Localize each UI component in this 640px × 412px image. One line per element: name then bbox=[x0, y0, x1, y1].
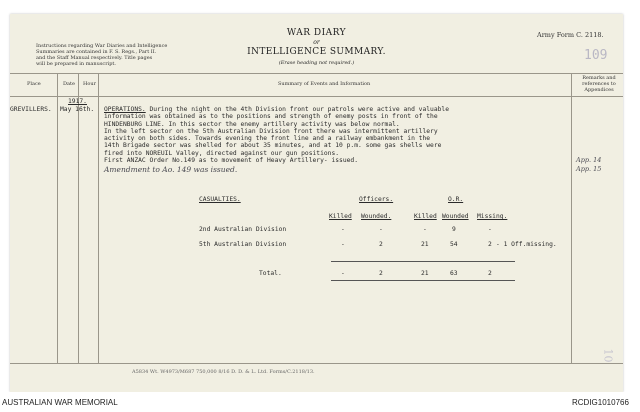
diary-title: WAR DIARY bbox=[286, 28, 347, 38]
entry-date: May 16th. bbox=[60, 106, 95, 113]
casualty-value: 21 bbox=[421, 241, 429, 248]
casualty-value: - bbox=[341, 241, 345, 248]
place-column-rule bbox=[57, 73, 58, 363]
col-header-place: Place bbox=[27, 81, 41, 87]
caption-bar bbox=[0, 392, 640, 412]
casualty-unit: 2nd Australian Division bbox=[199, 226, 287, 233]
col-killed-or: Killed bbox=[414, 213, 437, 220]
col-missing-or: Missing. bbox=[477, 213, 508, 220]
total-top-rule bbox=[331, 261, 515, 262]
officers-group-header: Officers. bbox=[359, 196, 394, 203]
casualty-value: 9 bbox=[452, 226, 456, 233]
page-number-stamp: 109 bbox=[584, 48, 608, 63]
date-column-rule bbox=[78, 73, 79, 363]
printer-imprint: A5834 Wt. W4973/M687 750,000 8/16 D. D. & L. Ltd. Forms/C.2118/13. bbox=[132, 369, 315, 375]
column-header-rule bbox=[10, 96, 623, 97]
col-header-date: Date bbox=[63, 81, 75, 87]
entry-line: information was obtained as to the positions and strength of enemy posts in front of the bbox=[104, 113, 438, 121]
total-bottom-rule bbox=[331, 280, 515, 281]
casualty-value: 2 bbox=[379, 241, 383, 248]
casualties-title: CASUALTIES. bbox=[199, 196, 241, 203]
operations-heading: OPERATIONS. bbox=[104, 106, 146, 113]
casualty-value: 54 bbox=[450, 241, 458, 248]
caption-left: AUSTRALIAN WAR MEMORIAL bbox=[2, 398, 118, 407]
instructions-line: will be prepared in manuscript. bbox=[36, 61, 117, 67]
casualty-value: - bbox=[379, 226, 383, 233]
form-number: Army Form C. 2118. bbox=[537, 31, 604, 39]
col-killed-officers: Killed bbox=[329, 213, 352, 220]
table-bottom-rule bbox=[10, 363, 623, 364]
appendix-ref-2: App. 15 bbox=[576, 165, 602, 173]
total-value: 63 bbox=[450, 270, 458, 277]
entry-place: GREVILLERS. bbox=[10, 106, 52, 113]
table-top-rule bbox=[10, 73, 623, 74]
remarks-column-rule bbox=[571, 73, 572, 363]
total-value: 2 bbox=[379, 270, 383, 277]
remarks-header-line: Remarks and bbox=[582, 75, 616, 81]
instructions-line: Summaries are contained in F. S. Regs., Part II. bbox=[36, 49, 157, 55]
total-label: Total. bbox=[259, 270, 282, 277]
casualty-value: - bbox=[341, 226, 345, 233]
handwritten-amendment: Amendment to Ao. 149 was issued. bbox=[104, 165, 238, 174]
casualty-value: - bbox=[423, 226, 427, 233]
total-value: 2 bbox=[488, 270, 492, 277]
diary-sheet bbox=[10, 14, 623, 392]
casualty-note: - 1 Off.missing. bbox=[496, 241, 557, 248]
total-value: - bbox=[341, 270, 345, 277]
diary-subtitle: INTELLIGENCE SUMMARY. bbox=[247, 47, 386, 57]
instructions-line: Instructions regarding War Diaries and Intelligence bbox=[36, 43, 168, 49]
or-word: or bbox=[313, 39, 320, 46]
instructions-line: and the Staff Manual respectively. Title pages bbox=[36, 55, 153, 61]
erase-note: (Erase heading not required.) bbox=[278, 60, 355, 66]
appendix-ref-1: App. 14 bbox=[576, 156, 602, 164]
entry-body bbox=[104, 106, 449, 164]
entry-line: HINDENBURG LINE. In this sector the enemy artillery activity was below normal. bbox=[104, 120, 400, 128]
casualty-value: - bbox=[488, 226, 492, 233]
or-group-header: O.R. bbox=[448, 196, 464, 203]
casualty-unit: 5th Australian Division bbox=[199, 241, 287, 248]
hour-column-rule bbox=[98, 73, 99, 363]
total-value: 21 bbox=[421, 270, 429, 277]
col-header-remarks bbox=[576, 75, 622, 93]
casualty-value: 2 bbox=[488, 241, 492, 248]
col-wounded-officers: Wounded. bbox=[361, 213, 392, 220]
entry-line: During the night on the 4th Division front our patrols were active and valuable bbox=[149, 106, 449, 113]
remarks-header-line: Appendices bbox=[584, 87, 614, 93]
entry-year: 1917. bbox=[68, 98, 87, 105]
entry-line: In the left sector on the 5th Australian Division front there was intermittent artillery bbox=[104, 127, 438, 135]
entry-line: 14th Brigade sector was shelled for about 35 minutes, and at 10 p.m. some gas shells were bbox=[104, 142, 442, 150]
entry-line: First ANZAC Order No.149 as to movement of Heavy Artillery- issued. bbox=[104, 157, 359, 165]
remarks-header-line: references to bbox=[582, 81, 616, 87]
col-wounded-or: Wounded bbox=[442, 213, 469, 220]
entry-line: fired into NOREUIL Valley, directed against our gun positions. bbox=[104, 149, 340, 157]
col-header-summary: Summary of Events and Information bbox=[278, 81, 371, 87]
col-header-hour: Hour bbox=[83, 81, 96, 87]
margin-number: 10 bbox=[601, 348, 615, 363]
entry-line: activity on both sides. Towards evening the front line and a railway embankment in the bbox=[104, 135, 431, 143]
caption-right: RCDIG1010766 bbox=[572, 398, 629, 407]
